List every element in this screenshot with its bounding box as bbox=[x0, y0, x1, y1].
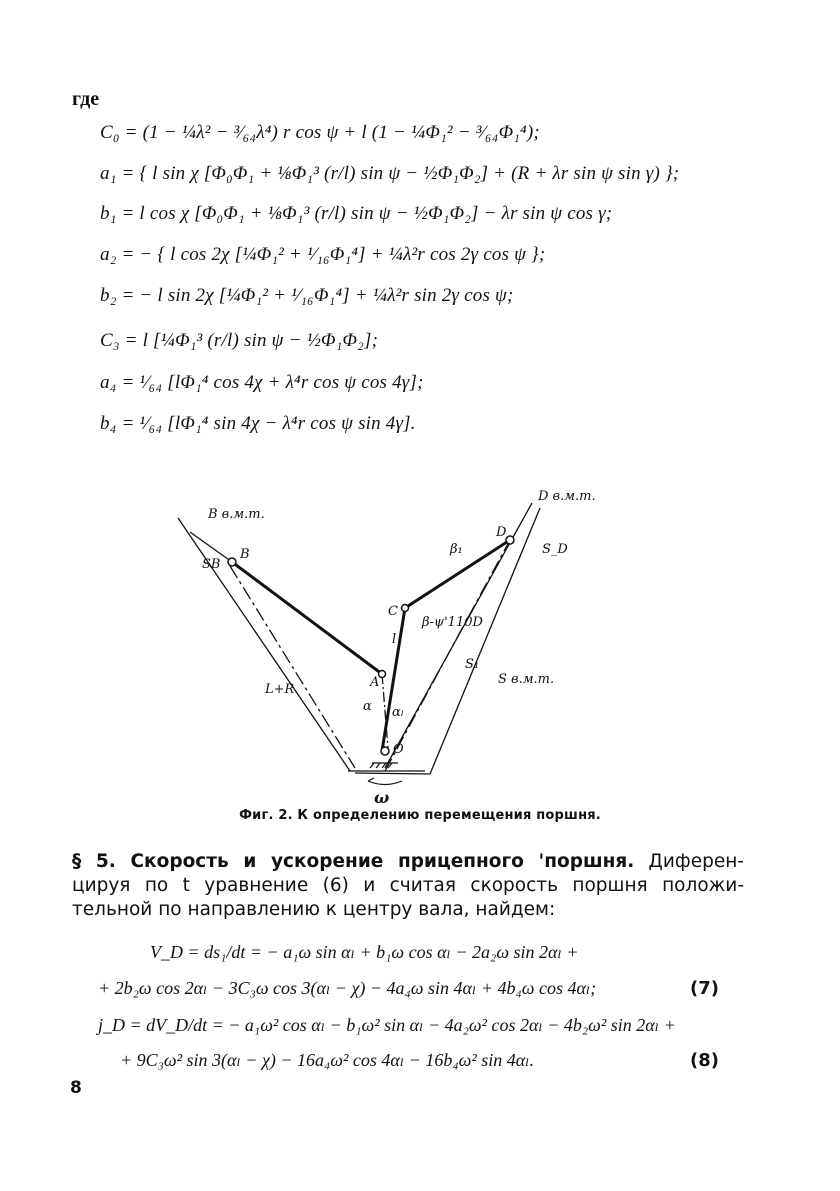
label-d: D bbox=[496, 525, 507, 540]
equation-a2: a₂ = − { l cos 2χ [¼Φ₁² + ¹⁄₁₆Φ₁⁴] + ¼λ²r cos 2γ cos ψ }; bbox=[100, 244, 546, 265]
acceleration-equation-line-1: j_D = dV_D/dt = − a₁ω² cos αₗ − b₁ω² sin αₗ − 4a₂ω² cos 2αₗ − 4b₂ω² sin 2αₗ + bbox=[98, 1015, 676, 1035]
label-b: B bbox=[240, 547, 250, 562]
label-omega: ω bbox=[374, 788, 390, 807]
label-s-vmt: S в.м.т. bbox=[498, 672, 555, 687]
label-s1: S₁ bbox=[465, 657, 480, 672]
equation-b4: b₄ = ¹⁄₆₄ [lΦ₁⁴ sin 4χ − λ⁴r cos ψ sin 4γ]. bbox=[100, 413, 416, 434]
section-paragraph bbox=[72, 850, 744, 922]
label-l: l bbox=[392, 632, 397, 647]
figure-caption: Фиг. 2. К определению перемещения поршня. bbox=[239, 808, 601, 823]
equation-number-7: (7) bbox=[690, 978, 719, 999]
equation-number-8: (8) bbox=[690, 1050, 719, 1071]
equation-c0: C₀ = (1 − ¼λ² − ³⁄₆₄λ⁴) r cos ψ + l (1 − ¼Φ₁² − ³⁄₆₄Φ₁⁴); bbox=[100, 122, 540, 143]
equation-b2: b₂ = − l sin 2χ [¼Φ₁² + ¹⁄₁₆Φ₁⁴] + ¼λ²r sin 2γ cos ψ; bbox=[100, 285, 514, 306]
label-alpha: α bbox=[363, 699, 372, 714]
section-heading: § 5. Скорость и ускорение прицепного 'поршня. bbox=[72, 851, 635, 872]
label-alpha-l: αₗ bbox=[392, 705, 404, 720]
paragraph-line-1-rest: Диферен- bbox=[648, 851, 744, 872]
label-sd: S_D bbox=[542, 542, 568, 557]
label-a: A bbox=[370, 675, 380, 690]
label-o: O bbox=[393, 742, 404, 757]
equation-c3: C₃ = l [¼Φ₁³ (r/l) sin ψ − ½Φ₁Φ₂]; bbox=[100, 330, 379, 351]
label-beta-psi: β-ψ'110D bbox=[422, 615, 483, 630]
label-lr: L+R bbox=[265, 682, 295, 697]
label-beta1: β₁ bbox=[450, 542, 463, 557]
mechanism-diagram bbox=[160, 478, 596, 808]
equation-a4: a₄ = ¹⁄₆₄ [lΦ₁⁴ cos 4χ + λ⁴r cos ψ cos 4γ]; bbox=[100, 372, 424, 393]
velocity-equation-line-2: + 2b₂ω cos 2αₗ − 3C₃ω cos 3(αₗ − χ) − 4a₄ω sin 4αₗ + 4b₄ω cos 4αₗ; bbox=[98, 978, 597, 998]
equation-b1: b₁ = l cos χ [Φ₀Φ₁ + ⅛Φ₁³ (r/l) sin ψ − ½Φ₁Φ₂] − λr sin ψ cos γ; bbox=[100, 203, 613, 224]
equation-a1: a₁ = { l sin χ [Φ₀Φ₁ + ⅛Φ₁³ (r/l) sin ψ − ½Φ₁Φ₂] + (R + λr sin ψ sin γ) }; bbox=[100, 163, 680, 184]
label-c: C bbox=[388, 604, 398, 619]
label-sb: SB bbox=[202, 557, 221, 572]
page-number: 8 bbox=[70, 1078, 82, 1098]
label-b-vmt: B в.м.т. bbox=[208, 507, 265, 522]
paragraph-line-2: цируя по t уравнение (6) и считая скорость поршня положи- bbox=[72, 875, 744, 896]
label-d-vmt: D в.м.т. bbox=[538, 489, 596, 504]
paragraph-line-1 bbox=[72, 850, 744, 874]
paragraph-line-3: тельной по направлению к центру вала, найдем: bbox=[72, 899, 556, 920]
velocity-equation-line-1: V_D = ds₁/dt = − a₁ω sin αₗ + b₁ω cos αₗ − 2a₂ω sin 2αₗ + bbox=[150, 942, 579, 962]
intro-word: где bbox=[72, 88, 100, 110]
acceleration-equation-line-2: + 9C₃ω² sin 3(αₗ − χ) − 16a₄ω² cos 4αₗ − 16b₄ω² sin 4αₗ. bbox=[120, 1050, 535, 1070]
